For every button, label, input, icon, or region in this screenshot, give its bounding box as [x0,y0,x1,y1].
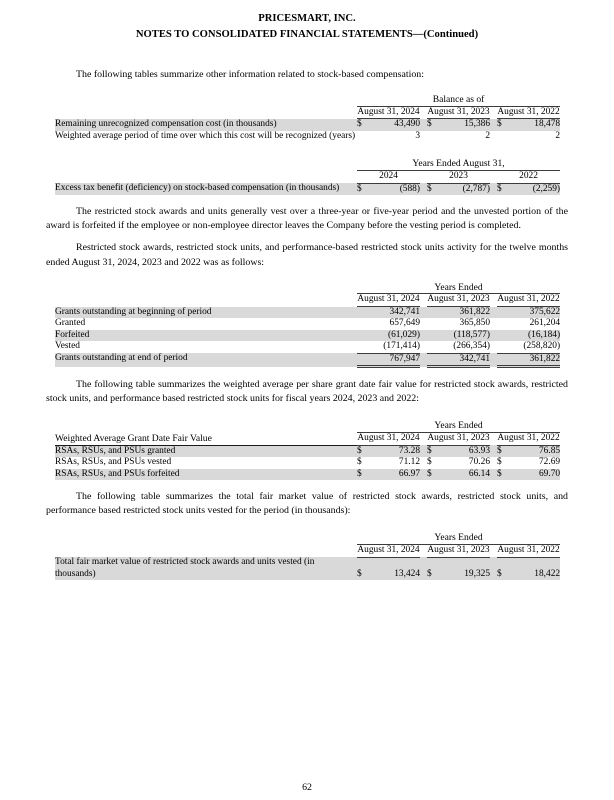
dollar-sign: $ [427,119,440,131]
cell-value: 342,741 [370,307,420,319]
column-header: 2024 [357,171,420,184]
column-header: August 31, 2023 [427,106,490,119]
span-header: Years Ended [357,420,560,432]
cell-value: 76.85 [510,445,560,457]
paragraph-vesting: The restricted stock awards and units generally vest over a three-year or five-year period and the unvested portion of the award is forfeited if the employee or non-employee director leaves the Company before the vesting period is completed. [46,206,568,232]
table-row [55,457,560,468]
dollar-sign: $ [357,469,370,480]
table-row [55,307,560,319]
cell-value: 261,204 [529,318,561,329]
dollar-sign: $ [497,469,510,480]
table-row [55,119,560,131]
cell-value: (61,029) [370,330,420,341]
cell-value: 71.12 [398,457,420,468]
cell-value: (2,787) [440,183,490,195]
span-header: Years Ended August 31, [357,158,560,170]
row-label: RSAs, RSUs, and PSUs forfeited [55,469,357,480]
table-excess-tax-benefit [55,158,560,195]
cell-value: 2 [485,130,490,141]
dollar-sign: $ [427,469,440,480]
cell-value: 361,822 [440,307,490,319]
table-row [55,557,560,580]
cell-value: 66.97 [370,469,420,480]
cell-value: 18,422 [510,557,560,580]
dollar-sign: $ [357,183,370,195]
cell-value: 43,490 [370,119,420,131]
cell-value: 19,325 [440,557,490,580]
dollar-sign: $ [427,445,440,457]
cell-value: 361,822 [510,353,560,366]
column-header: August 31, 2023 [427,545,490,558]
table-rsu-activity [55,282,560,369]
dollar-sign: $ [427,557,440,580]
dollar-sign: $ [357,445,370,457]
paragraph-market-value: The following table summarizes the total fair market value of restricted stock awards, restricted stock units, and performance based restricted stock units vested for the period (in thousands): [46,491,568,517]
table-fair-market-value-vested [55,532,560,580]
table-row [55,330,560,341]
document-title: NOTES TO CONSOLIDATED FINANCIAL STATEMENTS—(Continued) [135,28,479,40]
row-label: RSAs, RSUs, and PSUs vested [55,457,172,468]
table-grant-date-fair-value [55,420,560,480]
row-label: Grants outstanding at end of period [55,353,357,366]
row-label: Remaining unrecognized compensation cost (in thousands) [55,119,357,131]
table-row [55,341,560,353]
cell-value: 73.28 [370,445,420,457]
table-row [55,445,560,457]
table-row [55,183,560,195]
dollar-sign: $ [357,557,370,580]
table-row [55,469,560,480]
cell-value: 66.14 [440,469,490,480]
column-header: August 31, 2022 [497,294,560,307]
dollar-sign: $ [357,457,362,468]
cell-value: 767,947 [370,353,420,366]
cell-value: (588) [370,183,420,195]
table-row [55,353,560,366]
span-header: Balance as of [357,94,560,106]
column-header: August 31, 2022 [497,433,560,446]
cell-value: 72.69 [538,457,561,468]
column-header: 2022 [497,171,560,184]
dollar-sign: $ [497,445,510,457]
dollar-sign: $ [427,183,440,195]
cell-value: 342,741 [440,353,490,366]
dollar-sign: $ [497,457,502,468]
dollar-sign: $ [497,183,510,195]
column-header: August 31, 2024 [357,433,420,446]
row-label: RSAs, RSUs, and PSUs granted [55,445,357,457]
table-unrecognized-compensation [55,94,560,142]
cell-value: 70.26 [468,457,490,468]
table-row [55,318,560,329]
dollar-sign: $ [357,119,370,131]
column-header: August 31, 2024 [357,545,420,558]
column-header: August 31, 2022 [497,545,560,558]
cell-value: 69.70 [510,469,560,480]
cell-value: 3 [415,130,420,141]
column-header: August 31, 2024 [357,294,420,307]
cell-value: (16,184) [510,330,560,341]
paragraph-grant-fair-value: The following table summarizes the weighted average per share grant date fair value for restricted stock awards, restricted stock units, and performance based restricted stock units for fiscal years 2024, 2023 and 2022: [46,379,568,405]
cell-value: 375,622 [510,307,560,319]
page-number: 62 [302,782,312,793]
cell-value: 13,424 [370,557,420,580]
cell-value: (258,820) [510,341,560,353]
cell-value: 365,850 [459,318,490,329]
company-name: PRICESMART, INC. [258,13,356,24]
cell-value: 2 [555,130,561,141]
row-label: Vested [55,341,80,352]
cell-value: 18,478 [510,119,560,131]
paragraph-intro: The following tables summarize other information related to stock-based compensation: [76,68,424,80]
row-label: Granted [55,318,86,329]
row-label: Weighted average period of time over which this cost will be recognized (years) [55,130,356,141]
row-label: Excess tax benefit (deficiency) on stock-based compensation (in thousands) [55,183,357,195]
label-column-header: Weighted Average Grant Date Fair Value [55,433,357,446]
span-header: Years Ended [357,532,560,544]
column-header: August 31, 2024 [357,106,420,119]
column-header: August 31, 2022 [497,106,560,119]
column-header: August 31, 2023 [427,294,490,307]
dollar-sign: $ [497,119,510,131]
cell-value: (171,414) [370,341,420,353]
paragraph-activity: Restricted stock awards, restricted stock units, and performance-based restricted stock units activity for the twelve months ended August 31, 2024, 2023 and 2022 was as follows: [46,242,568,268]
span-header: Years Ended [357,282,560,294]
dollar-sign: $ [427,457,432,468]
cell-value: (2,259) [510,183,560,195]
row-label: Total fair market value of restricted stock awards and units vested (in thousands) [55,557,357,580]
column-header: 2023 [427,171,490,184]
cell-value: 63.93 [440,445,490,457]
dollar-sign: $ [497,557,510,580]
cell-value: (266,354) [440,341,490,353]
column-header: August 31, 2023 [427,433,490,446]
row-label: Forfeited [55,330,357,341]
row-label: Grants outstanding at beginning of period [55,307,357,319]
cell-value: 15,386 [440,119,490,131]
cell-value: 657,649 [389,318,420,329]
cell-value: (118,577) [440,330,490,341]
table-row [55,131,560,142]
